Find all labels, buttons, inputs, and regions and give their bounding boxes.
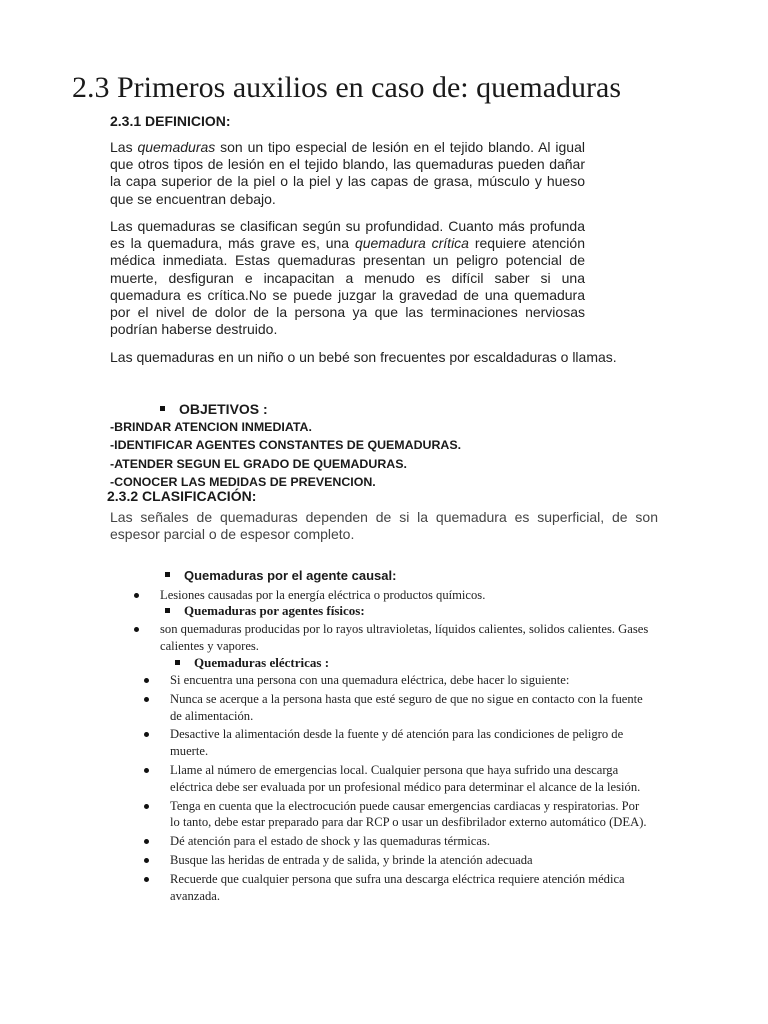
clasificacion-heading: 2.3.2 CLASIFICACIÓN: [107,488,257,504]
bullet-dot-icon [144,768,149,773]
bullet-dot-icon [144,877,149,882]
list-item [160,587,660,604]
bullet-dot-icon [134,593,139,598]
agente-causal-label: Quemaduras por el agente causal: [184,568,397,583]
text-span: Las [110,139,138,155]
list-item [170,726,650,760]
definicion-paragraph-2 [110,218,585,338]
agentes-fisicos-heading [165,603,365,619]
bullet-dot-icon [144,858,149,863]
list-item [170,798,650,832]
agentes-fisicos-label: Quemaduras por agentes físicos: [184,603,365,618]
list-item-text: Tenga en cuenta que la electrocución puede causar emergencias cardiacas y respiratorias. Por lo tanto, debe estar preparado para dar RCP o usar un desfibrilador externo automático (DEA). [170,798,647,830]
text-span: son un tipo especial de lesión en el tejido blando. Al igual que otros tipos de lesión en el tejido blando, las quemaduras pueden dañar la capa superior de la piel o la piel y las capas de grasa, músculo y hueso que se encuentran debajo. [110,139,585,207]
agente-causal-heading [165,568,396,583]
text-span: Las quemaduras se clasifican según su profundidad. Cuanto más profunda es la quemadura, más grave es, una [110,218,585,252]
list-item-text: Busque las heridas de entrada y de salida, y brinde la atención adecuada [170,852,533,867]
list-item-text: son quemaduras producidas por lo rayos ultravioletas, líquidos calientes, solidos calientes. Gases calientes y vapores. [160,622,649,653]
square-bullet-icon [165,608,170,613]
definicion-heading: 2.3.1 DEFINICION: [110,113,231,129]
agentes-fisicos-list [160,621,650,655]
clasificacion-intro: Las señales de quemaduras dependen de si la quemadura es superficial, de son espesor parcial o de espesor completo. [110,509,658,543]
list-item-text: Nunca se acerque a la persona hasta que esté seguro de que no sigue en contacto con la fuente de alimentación. [170,691,643,723]
list-item-text: Llame al número de emergencias local. Cualquier persona que haya sufrido una descarga eléctrica debe ser evaluada por un profesional médico para determinar el alcance de la lesión. [170,762,641,794]
objetivo-item: -IDENTIFICAR AGENTES CONSTANTES DE QUEMADURAS. [110,438,462,453]
definicion-paragraph-3: Las quemaduras en un niño o un bebé son frecuentes por escaldaduras o llamas. [110,349,617,365]
list-item-text: Desactive la alimentación desde la fuente y dé atención para las condiciones de peligro de muerte. [170,727,624,759]
objetivo-item: -BRINDAR ATENCION INMEDIATA. [110,420,312,434]
electricas-label: Quemaduras eléctricas : [194,655,330,670]
list-item-text: Recuerde que cualquier persona que sufra una descarga eléctrica requiere atención médica avanzada. [170,871,625,903]
text-span: requiere atención médica inmediata. Estas quemaduras presentan un peligro potencial de muerte, desfiguran e incapacitan a menudo es difícil saber si una quemadura es crítica.No se puede juzgar la gravedad de una quemadura por el nivel de dolor de la persona ya que las terminaciones nerviosas podrían haberse destruido. [110,235,585,338]
objetivos-heading-label: OBJETIVOS : [179,401,268,417]
electricas-list [170,672,650,906]
square-bullet-icon [165,572,170,577]
list-item-text: Dé atención para el estado de shock y las quemaduras térmicas. [170,834,490,849]
list-item [170,833,650,850]
bullet-dot-icon [144,804,149,809]
list-item [170,691,650,725]
bullet-dot-icon [144,839,149,844]
agente-causal-list [160,587,660,604]
objetivo-item: -CONOCER LAS MEDIDAS DE PREVENCION. [110,474,376,489]
list-item-text: Si encuentra una persona con una quemadura eléctrica, debe hacer lo siguiente: [170,673,570,687]
objetivos-heading [160,401,268,417]
definicion-paragraph-1 [110,139,585,208]
square-bullet-icon [175,660,180,665]
objetivo-item: -ATENDER SEGUN EL GRADO DE QUEMADURAS. [110,456,407,471]
emphasis-quemaduras: quemaduras [137,139,216,155]
objetivos-list [110,418,461,491]
electricas-heading [175,655,329,671]
list-item [170,871,650,905]
list-item [160,621,650,655]
square-bullet-icon [160,406,165,411]
list-item [170,672,650,689]
page-title: 2.3 Primeros auxilios en caso de: quemaduras [72,71,622,104]
bullet-dot-icon [144,678,149,683]
list-item [170,762,650,796]
bullet-dot-icon [144,697,149,702]
list-item [170,852,650,869]
bullet-dot-icon [134,627,139,632]
emphasis-quemadura-critica: quemadura crítica [354,235,469,252]
bullet-dot-icon [144,732,149,737]
list-item-text: Lesiones causadas por la energía eléctrica o productos químicos. [160,588,486,602]
